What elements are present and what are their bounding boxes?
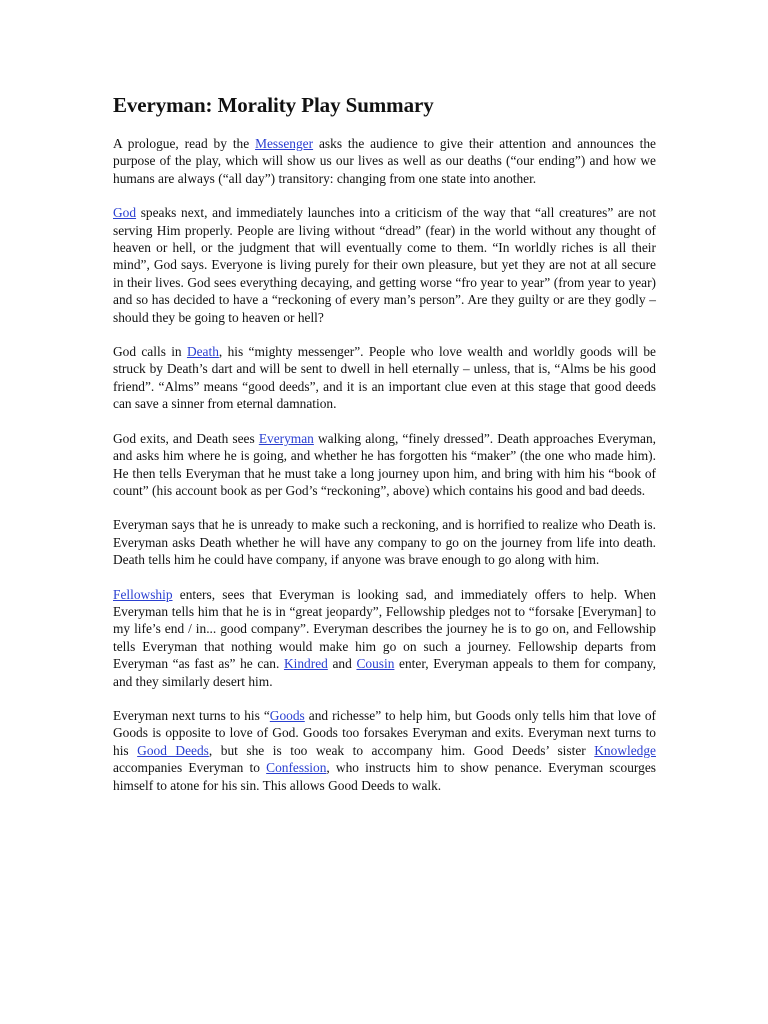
link-messenger[interactable]: Messenger: [255, 136, 314, 151]
link-good-deeds[interactable]: Good Deeds: [137, 742, 209, 758]
link-confession[interactable]: Confession: [266, 760, 327, 776]
link-everyman[interactable]: Everyman: [258, 430, 314, 446]
paragraph-goods: Everyman next turns to his “Goods and richesse” to help him, but Goods only tells him that love of Goods is opposite to love of God. Goods too forsakes Everyman and exits. Everyman next turns to his Good Deeds, but she is too weak to accompany him. Good Deeds’ sister Knowledge accompanies Everyman to Confession, who instructs him to show penance. Everyman scourges himself to atone for his sin. This allows Good Deeds to walk.: [113, 707, 656, 793]
paragraph-prologue: A prologue, read by the Messenger asks the audience to give their attention and announces the purpose of the play, which will show us our lives as well as our deaths (“our ending”) and how we humans are always (“all day”) transitory: changing from one state into another.: [113, 136, 656, 186]
paragraph-reckoning: Everyman says that he is unready to make such a reckoning, and is horrified to realize who Death is. Everyman asks Death whether he will have any company to go on the journey from life into death. Death tells him he could have company, if anyone was brave enough to go along with him.: [113, 517, 656, 568]
paragraph-death: God calls in Death, his “mighty messenger”. People who love wealth and worldly goods will be struck by Death’s dart and will be sent to dwell in hell eternally – unless, that is, “Alms be his good friend”. “Alms” means “good deeds”, and it is an important clue even at this stage that good deeds can save a sinner from eternal damnation.: [113, 344, 656, 412]
link-knowledge[interactable]: Knowledge: [594, 742, 656, 758]
document-page: [113, 92, 656, 811]
paragraph-fellowship: Fellowship enters, sees that Everyman is looking sad, and immediately offers to help. When Everyman tells him that he is in “great jeopardy”, Fellowship pledges not to “forsake [Everyman] to my life’s end / in... good company”. Everyman describes the journey he is to go on, and Fellowship tells Everyman that nothing would make him go on such a journey. Fellowship departs from Everyman “as fast as” he can. Kindred and Cousin enter, Everyman appeals to them for company, and they similarly desert him.: [113, 586, 656, 689]
page-title: Everyman: Morality Play Summary: [113, 93, 434, 117]
paragraph-everyman: God exits, and Death sees Everyman walking along, “finely dressed”. Death approaches Everyman, and asks him where he is going, and whether he has forgotten his “maker” (the one who made him). He then tells Everyman that he must take a long journey upon him, and bring with him his “book of count” (his account book as per God’s “reckoning”, above) which contains his good and bad deeds.: [113, 430, 656, 498]
paragraph-god: God speaks next, and immediately launches into a criticism of the way that “all creatures” are not serving Him properly. People are living without “dread” (fear) in the world without any thought of heaven or hell, or the judgment that will eventually come to them. “In worldly riches is all their mind”, God says. Everyone is living purely for their own pleasure, but yet they are not at all secure in their lives. God sees everything decaying, and getting worse “fro year to year” (from year to year) and so has decided to have a “reckoning of every man’s person”. Are they guilty or are they godly – should they be going to heaven or hell?: [113, 205, 656, 325]
link-god[interactable]: God: [113, 205, 137, 221]
link-fellowship[interactable]: Fellowship: [113, 586, 173, 602]
link-kindred[interactable]: Kindred: [283, 656, 328, 672]
link-death[interactable]: Death: [186, 344, 219, 360]
link-cousin[interactable]: Cousin: [356, 656, 395, 672]
link-goods[interactable]: Goods: [269, 707, 305, 723]
